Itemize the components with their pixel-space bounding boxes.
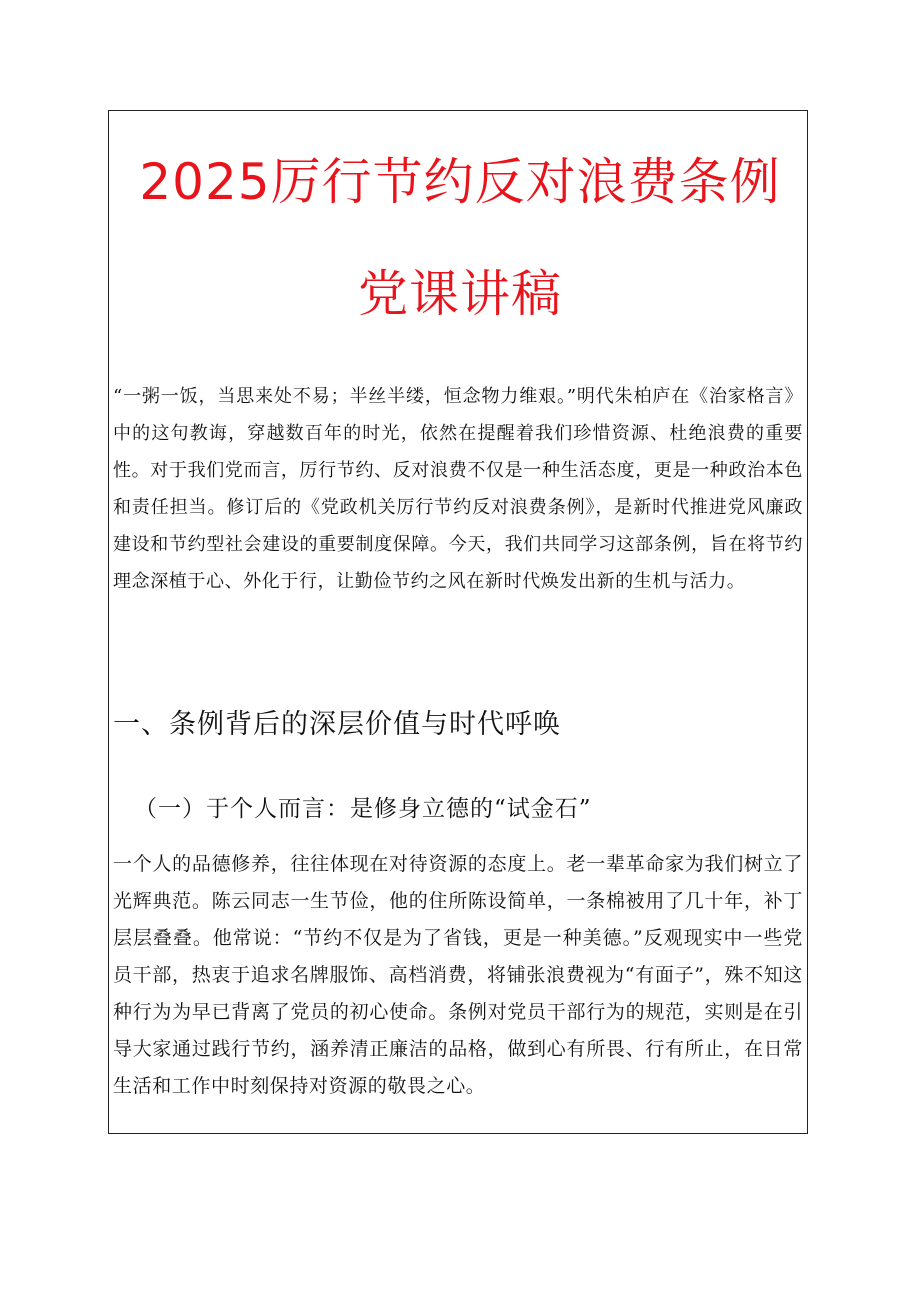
intro-paragraph: “一粥一饭，当思来处不易；半丝半缕，恒念物力维艰。”明代朱柏庐在《治家格言》中的这句教诲，穿越数百年的时光，依然在提醒着我们珍惜资源、杜绝浪费的重要性。对于我们党而言，厉行节约、反对浪费不仅是一种生活态度，更是一种政治本色和责任担当。修订后的《党政机关厉行节约反对浪费条例》，是新时代推进党风廉政建设和节约型社会建设的重要制度保障。今天，我们共同学习这部条例，旨在将节约理念深植于心、外化于行，让勤俭节约之风在新时代焕发出新的生机与活力。 xyxy=(113,386,803,592)
document-title-line2: 党课讲稿 xyxy=(358,265,562,323)
section-heading-1: 一、条例背后的深层价值与时代呼唤 xyxy=(113,709,561,740)
document-title-line1: 2025厉行节约反对浪费条例 xyxy=(139,153,781,211)
subsection-heading-1: （一）于个人而言：是修身立德的“试金石” xyxy=(134,796,592,822)
subsection-paragraph-1: 一个人的品德修养，往往体现在对待资源的态度上。老一辈革命家为我们树立了光辉典范。陈云同志一生节俭，他的住所陈设简单，一条棉被用了几十年，补丁层层叠叠。他常说：“节约不仅是为了省钱，更是一种美德。”反观现实中一些党员干部，热衷于追求名牌服饰、高档消费，将铺张浪费视为“有面子”，殊不知这种行为为早已背离了党员的初心使命。条例对党员干部行为的规范，实则是在引导大家通过践行节约，涵养清正廉洁的品格，做到心有所畏、行有所止，在日常生活和工作中时刻保持对资源的敬畏之心。 xyxy=(113,853,803,1097)
